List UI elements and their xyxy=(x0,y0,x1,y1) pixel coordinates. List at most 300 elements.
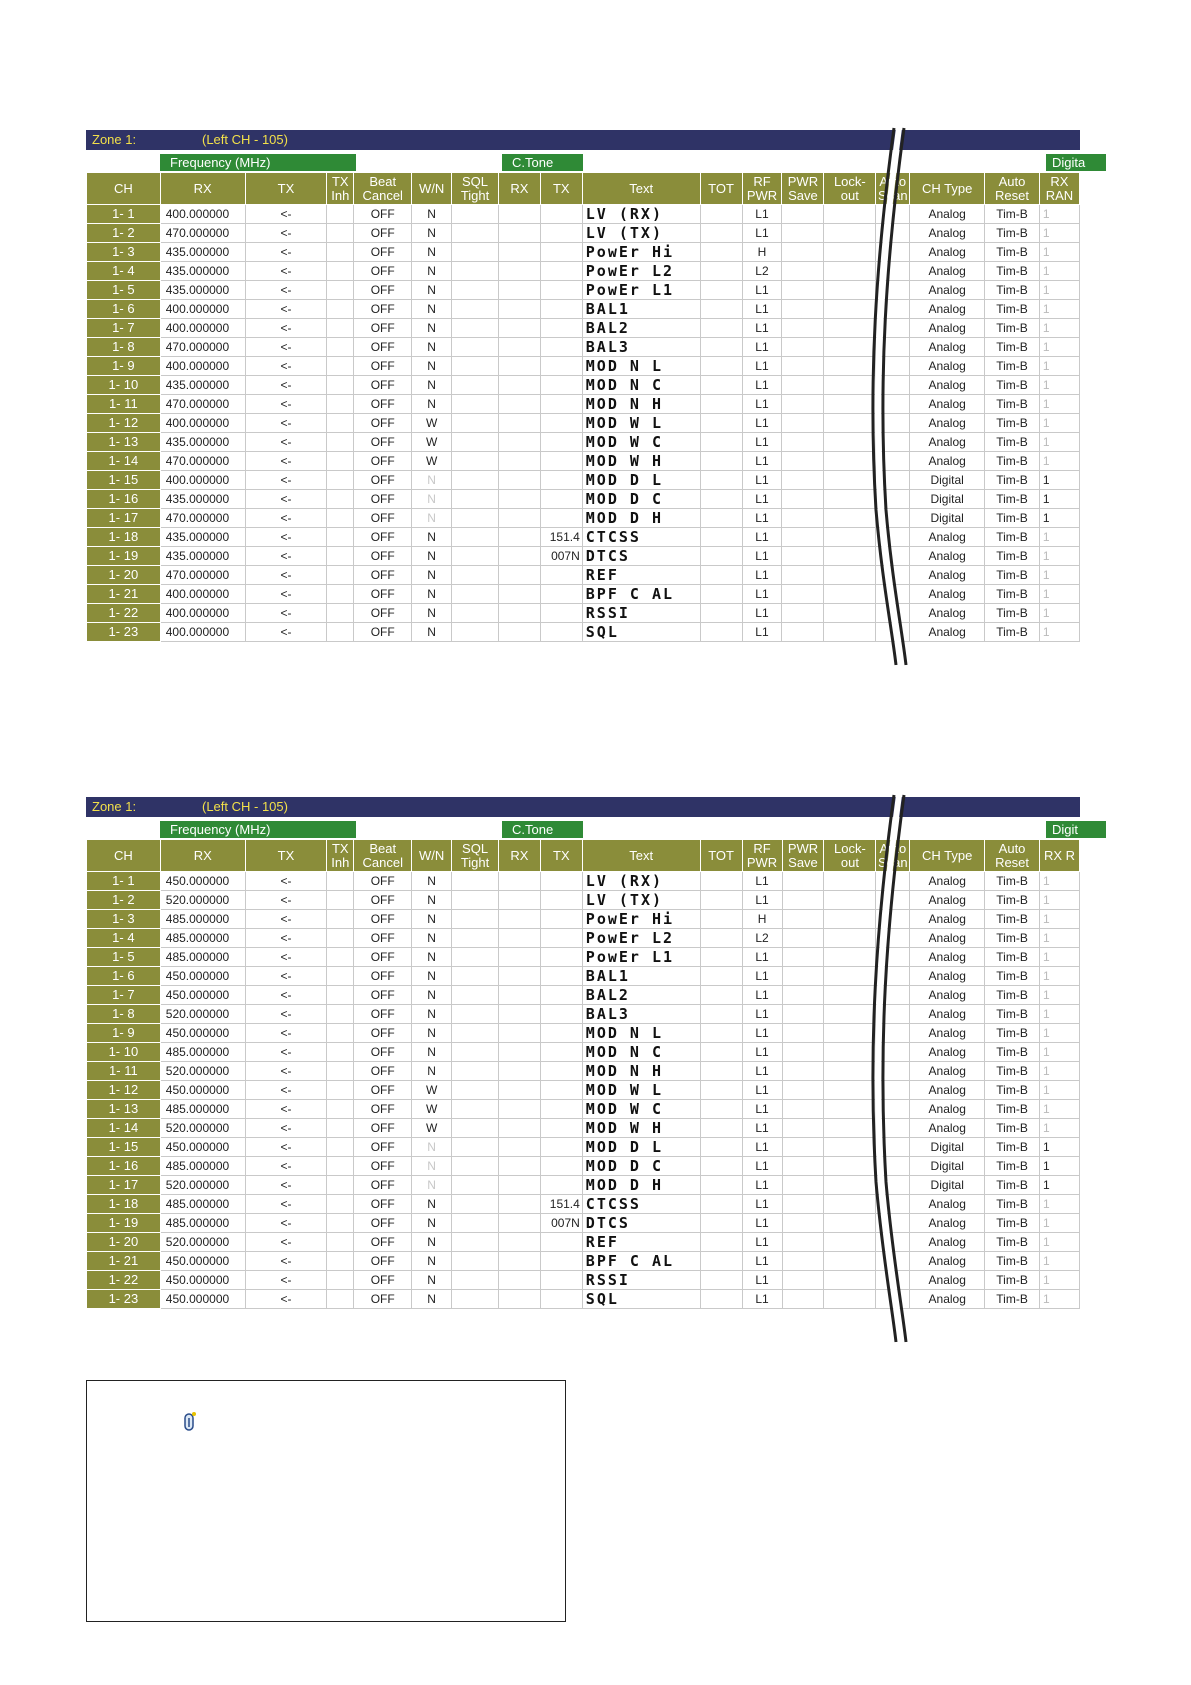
tx-inhibit-cell[interactable] xyxy=(327,452,354,471)
tx-inhibit-cell[interactable] xyxy=(327,948,354,967)
ctone-tx-cell[interactable] xyxy=(540,471,582,490)
rx-ran-cell[interactable]: 1 xyxy=(1040,891,1080,910)
auto-reset-cell[interactable]: Tim-B xyxy=(985,338,1040,357)
ctone-tx-cell[interactable] xyxy=(540,1157,582,1176)
wn-cell[interactable]: N xyxy=(412,1043,452,1062)
auto-reset-cell[interactable]: Tim-B xyxy=(985,891,1040,910)
auto-reset-cell[interactable]: Tim-B xyxy=(985,547,1040,566)
beat-cancel-cell[interactable]: OFF xyxy=(354,1062,412,1081)
rx-ran-cell[interactable]: 1 xyxy=(1039,205,1079,224)
ctone-rx-cell[interactable] xyxy=(498,1271,540,1290)
ctone-rx-cell[interactable] xyxy=(498,452,540,471)
sql-tight-cell[interactable] xyxy=(452,566,499,585)
pwr-save-cell[interactable] xyxy=(782,1290,824,1309)
tx-frequency-cell[interactable]: <- xyxy=(245,1119,327,1138)
ch-type-cell[interactable]: Analog xyxy=(910,547,985,566)
beat-cancel-cell[interactable]: OFF xyxy=(354,585,412,604)
tot-cell[interactable] xyxy=(700,891,742,910)
channel-text-cell[interactable]: SQL xyxy=(582,623,700,642)
ch-type-cell[interactable]: Analog xyxy=(910,1214,985,1233)
rx-ran-cell[interactable]: 1 xyxy=(1039,452,1079,471)
tot-cell[interactable] xyxy=(700,986,742,1005)
pwr-save-cell[interactable] xyxy=(782,243,824,262)
rx-frequency-cell[interactable]: 485.000000 xyxy=(160,910,245,929)
ctone-rx-cell[interactable] xyxy=(498,528,540,547)
pwr-save-cell[interactable] xyxy=(782,528,824,547)
channel-number-cell[interactable]: 1- 5 xyxy=(87,948,161,967)
ctone-rx-cell[interactable] xyxy=(498,891,540,910)
table-row[interactable] xyxy=(87,566,1080,585)
pwr-save-cell[interactable] xyxy=(782,262,824,281)
tot-cell[interactable] xyxy=(700,910,742,929)
ctone-rx-cell[interactable] xyxy=(498,1138,540,1157)
beat-cancel-cell[interactable]: OFF xyxy=(354,547,412,566)
table-row[interactable] xyxy=(87,1005,1080,1024)
channel-text-cell[interactable]: BAL2 xyxy=(582,986,700,1005)
sql-tight-cell[interactable] xyxy=(452,528,499,547)
sql-tight-cell[interactable] xyxy=(452,585,499,604)
sql-tight-cell[interactable] xyxy=(452,414,499,433)
beat-cancel-cell[interactable]: OFF xyxy=(354,1100,412,1119)
ch-type-cell[interactable]: Analog xyxy=(910,338,985,357)
tx-inhibit-cell[interactable] xyxy=(327,967,354,986)
rx-frequency-cell[interactable]: 400.000000 xyxy=(160,585,245,604)
auto-reset-cell[interactable]: Tim-B xyxy=(985,1252,1040,1271)
beat-cancel-cell[interactable]: OFF xyxy=(354,910,412,929)
ctone-tx-cell[interactable] xyxy=(540,300,582,319)
channel-number-cell[interactable]: 1- 14 xyxy=(87,1119,161,1138)
rx-frequency-cell[interactable]: 450.000000 xyxy=(160,1138,245,1157)
sql-tight-cell[interactable] xyxy=(452,376,499,395)
ctone-rx-cell[interactable] xyxy=(498,1100,540,1119)
auto-reset-cell[interactable]: Tim-B xyxy=(985,205,1040,224)
tx-frequency-cell[interactable]: <- xyxy=(245,452,327,471)
ctone-tx-cell[interactable] xyxy=(540,1081,582,1100)
rf-power-cell[interactable]: L1 xyxy=(742,205,782,224)
tx-inhibit-cell[interactable] xyxy=(327,1024,354,1043)
channel-number-cell[interactable]: 1- 6 xyxy=(87,300,161,319)
rx-ran-cell[interactable]: 1 xyxy=(1040,1176,1080,1195)
tx-inhibit-cell[interactable] xyxy=(327,357,354,376)
rx-ran-cell[interactable]: 1 xyxy=(1040,929,1080,948)
pwr-save-cell[interactable] xyxy=(782,967,824,986)
table-row[interactable] xyxy=(87,986,1080,1005)
channel-text-cell[interactable]: RSSI xyxy=(582,604,700,623)
pwr-save-cell[interactable] xyxy=(782,338,824,357)
sql-tight-cell[interactable] xyxy=(452,509,499,528)
wn-cell[interactable]: N xyxy=(412,1062,452,1081)
rf-power-cell[interactable]: L1 xyxy=(742,433,782,452)
ch-type-cell[interactable]: Digital xyxy=(910,1176,985,1195)
channel-number-cell[interactable]: 1- 11 xyxy=(87,1062,161,1081)
wn-cell[interactable]: N xyxy=(412,1176,452,1195)
channel-text-cell[interactable]: MOD N C xyxy=(582,1043,700,1062)
table-row[interactable] xyxy=(87,300,1080,319)
channel-number-cell[interactable]: 1- 16 xyxy=(87,1157,161,1176)
rx-ran-cell[interactable]: 1 xyxy=(1040,872,1080,891)
pwr-save-cell[interactable] xyxy=(782,547,824,566)
ctone-rx-cell[interactable] xyxy=(498,224,540,243)
pwr-save-cell[interactable] xyxy=(782,281,824,300)
wn-cell[interactable]: N xyxy=(412,205,452,224)
ch-type-cell[interactable]: Analog xyxy=(910,604,985,623)
ctone-tx-cell[interactable] xyxy=(540,490,582,509)
channel-text-cell[interactable]: MOD W H xyxy=(582,1119,700,1138)
pwr-save-cell[interactable] xyxy=(782,566,824,585)
sql-tight-cell[interactable] xyxy=(452,929,499,948)
table-row[interactable] xyxy=(87,604,1080,623)
ctone-rx-cell[interactable] xyxy=(498,243,540,262)
ctone-rx-cell[interactable] xyxy=(498,300,540,319)
table-row[interactable] xyxy=(87,471,1080,490)
ctone-rx-cell[interactable] xyxy=(498,967,540,986)
beat-cancel-cell[interactable]: OFF xyxy=(354,604,412,623)
ch-type-cell[interactable]: Analog xyxy=(910,967,985,986)
sql-tight-cell[interactable] xyxy=(452,1195,499,1214)
ctone-rx-cell[interactable] xyxy=(498,433,540,452)
tot-cell[interactable] xyxy=(700,452,742,471)
pwr-save-cell[interactable] xyxy=(782,1138,824,1157)
tx-frequency-cell[interactable]: <- xyxy=(245,1157,327,1176)
ctone-rx-cell[interactable] xyxy=(498,357,540,376)
channel-text-cell[interactable]: MOD D C xyxy=(582,490,700,509)
wn-cell[interactable]: N xyxy=(412,1138,452,1157)
ctone-tx-cell[interactable]: 007N xyxy=(540,547,582,566)
tx-inhibit-cell[interactable] xyxy=(327,1176,354,1195)
ctone-rx-cell[interactable] xyxy=(498,566,540,585)
pwr-save-cell[interactable] xyxy=(782,319,824,338)
auto-reset-cell[interactable]: Tim-B xyxy=(985,1157,1040,1176)
rx-frequency-cell[interactable]: 450.000000 xyxy=(160,1252,245,1271)
tot-cell[interactable] xyxy=(700,872,742,891)
rx-ran-cell[interactable]: 1 xyxy=(1040,1100,1080,1119)
tx-frequency-cell[interactable]: <- xyxy=(245,1176,327,1195)
wn-cell[interactable]: N xyxy=(412,566,452,585)
channel-text-cell[interactable]: MOD N C xyxy=(582,376,700,395)
beat-cancel-cell[interactable]: OFF xyxy=(354,395,412,414)
sql-tight-cell[interactable] xyxy=(452,1233,499,1252)
rx-frequency-cell[interactable]: 470.000000 xyxy=(160,224,245,243)
tx-inhibit-cell[interactable] xyxy=(327,547,354,566)
ch-type-cell[interactable]: Analog xyxy=(910,1119,985,1138)
auto-reset-cell[interactable]: Tim-B xyxy=(985,1024,1040,1043)
auto-reset-cell[interactable]: Tim-B xyxy=(985,1138,1040,1157)
rf-power-cell[interactable]: L1 xyxy=(742,986,782,1005)
ctone-rx-cell[interactable] xyxy=(498,986,540,1005)
ch-type-cell[interactable]: Analog xyxy=(910,891,985,910)
pwr-save-cell[interactable] xyxy=(782,891,824,910)
auto-reset-cell[interactable]: Tim-B xyxy=(985,224,1040,243)
table-row[interactable] xyxy=(87,376,1080,395)
table-row[interactable] xyxy=(87,1176,1080,1195)
wn-cell[interactable]: N xyxy=(412,490,452,509)
ctone-tx-cell[interactable] xyxy=(540,1233,582,1252)
rx-ran-cell[interactable]: 1 xyxy=(1039,509,1079,528)
rf-power-cell[interactable]: L1 xyxy=(742,338,782,357)
rx-ran-cell[interactable]: 1 xyxy=(1040,1252,1080,1271)
ctone-rx-cell[interactable] xyxy=(498,1024,540,1043)
rf-power-cell[interactable]: L1 xyxy=(742,1138,782,1157)
ctone-rx-cell[interactable] xyxy=(498,1043,540,1062)
table-row[interactable] xyxy=(87,281,1080,300)
channel-number-cell[interactable]: 1- 2 xyxy=(87,224,161,243)
tx-inhibit-cell[interactable] xyxy=(327,1214,354,1233)
rx-frequency-cell[interactable]: 520.000000 xyxy=(160,1233,245,1252)
pwr-save-cell[interactable] xyxy=(782,1176,824,1195)
tx-frequency-cell[interactable]: <- xyxy=(245,948,327,967)
sql-tight-cell[interactable] xyxy=(452,1271,499,1290)
auto-reset-cell[interactable]: Tim-B xyxy=(985,528,1040,547)
tx-frequency-cell[interactable]: <- xyxy=(245,1081,327,1100)
wn-cell[interactable]: N xyxy=(412,281,452,300)
rx-frequency-cell[interactable]: 435.000000 xyxy=(160,376,245,395)
channel-number-cell[interactable]: 1- 23 xyxy=(87,623,161,642)
wn-cell[interactable]: N xyxy=(412,262,452,281)
tx-inhibit-cell[interactable] xyxy=(327,338,354,357)
pwr-save-cell[interactable] xyxy=(782,1043,824,1062)
sql-tight-cell[interactable] xyxy=(452,1290,499,1309)
table-row[interactable] xyxy=(87,319,1080,338)
beat-cancel-cell[interactable]: OFF xyxy=(354,338,412,357)
pwr-save-cell[interactable] xyxy=(782,509,824,528)
ctone-rx-cell[interactable] xyxy=(498,948,540,967)
auto-reset-cell[interactable]: Tim-B xyxy=(985,433,1040,452)
rx-frequency-cell[interactable]: 435.000000 xyxy=(160,547,245,566)
rx-ran-cell[interactable]: 1 xyxy=(1040,910,1080,929)
table-row[interactable] xyxy=(87,357,1080,376)
ctone-tx-cell[interactable] xyxy=(540,262,582,281)
table-row[interactable] xyxy=(87,1138,1080,1157)
sql-tight-cell[interactable] xyxy=(452,281,499,300)
ctone-tx-cell[interactable] xyxy=(540,604,582,623)
beat-cancel-cell[interactable]: OFF xyxy=(354,300,412,319)
ctone-tx-cell[interactable] xyxy=(540,1138,582,1157)
ch-type-cell[interactable]: Analog xyxy=(910,1043,985,1062)
channel-text-cell[interactable]: CTCSS xyxy=(582,528,700,547)
wn-cell[interactable]: N xyxy=(412,338,452,357)
rf-power-cell[interactable]: L1 xyxy=(742,1233,782,1252)
tx-frequency-cell[interactable]: <- xyxy=(245,547,327,566)
table-row[interactable] xyxy=(87,452,1080,471)
sql-tight-cell[interactable] xyxy=(452,967,499,986)
channel-text-cell[interactable]: PowEr L1 xyxy=(582,281,700,300)
rx-frequency-cell[interactable]: 450.000000 xyxy=(160,1271,245,1290)
ctone-tx-cell[interactable] xyxy=(540,566,582,585)
beat-cancel-cell[interactable]: OFF xyxy=(354,205,412,224)
table-row[interactable] xyxy=(87,1043,1080,1062)
ch-type-cell[interactable]: Analog xyxy=(910,528,985,547)
rx-ran-cell[interactable]: 1 xyxy=(1039,604,1079,623)
beat-cancel-cell[interactable]: OFF xyxy=(354,1119,412,1138)
tx-inhibit-cell[interactable] xyxy=(327,1100,354,1119)
channel-text-cell[interactable]: MOD D H xyxy=(582,1176,700,1195)
rx-ran-cell[interactable]: 1 xyxy=(1040,1233,1080,1252)
tx-frequency-cell[interactable]: <- xyxy=(245,376,327,395)
table-row[interactable] xyxy=(87,891,1080,910)
channel-number-cell[interactable]: 1- 9 xyxy=(87,357,161,376)
ctone-rx-cell[interactable] xyxy=(498,338,540,357)
beat-cancel-cell[interactable]: OFF xyxy=(354,967,412,986)
ctone-rx-cell[interactable] xyxy=(498,1176,540,1195)
wn-cell[interactable]: N xyxy=(412,1005,452,1024)
pwr-save-cell[interactable] xyxy=(782,585,824,604)
ctone-rx-cell[interactable] xyxy=(498,910,540,929)
rf-power-cell[interactable]: L1 xyxy=(742,490,782,509)
tx-frequency-cell[interactable]: <- xyxy=(245,1062,327,1081)
ch-type-cell[interactable]: Analog xyxy=(910,623,985,642)
tx-inhibit-cell[interactable] xyxy=(327,262,354,281)
ctone-tx-cell[interactable] xyxy=(540,243,582,262)
wn-cell[interactable]: N xyxy=(412,1157,452,1176)
tot-cell[interactable] xyxy=(700,929,742,948)
sql-tight-cell[interactable] xyxy=(452,1138,499,1157)
tx-inhibit-cell[interactable] xyxy=(327,1062,354,1081)
tx-frequency-cell[interactable]: <- xyxy=(245,281,327,300)
beat-cancel-cell[interactable]: OFF xyxy=(354,1290,412,1309)
ctone-rx-cell[interactable] xyxy=(498,205,540,224)
pwr-save-cell[interactable] xyxy=(782,1024,824,1043)
channel-number-cell[interactable]: 1- 10 xyxy=(87,1043,161,1062)
table-row[interactable] xyxy=(87,262,1080,281)
beat-cancel-cell[interactable]: OFF xyxy=(354,376,412,395)
pwr-save-cell[interactable] xyxy=(782,1252,824,1271)
channel-text-cell[interactable]: SQL xyxy=(582,1290,700,1309)
auto-reset-cell[interactable]: Tim-B xyxy=(985,1271,1040,1290)
ctone-tx-cell[interactable] xyxy=(540,509,582,528)
rx-frequency-cell[interactable]: 450.000000 xyxy=(160,967,245,986)
rx-frequency-cell[interactable]: 485.000000 xyxy=(160,1214,245,1233)
wn-cell[interactable]: N xyxy=(412,528,452,547)
channel-text-cell[interactable]: MOD W H xyxy=(582,452,700,471)
rx-frequency-cell[interactable]: 470.000000 xyxy=(160,566,245,585)
wn-cell[interactable]: W xyxy=(412,1119,452,1138)
table-row[interactable] xyxy=(87,1290,1080,1309)
tx-inhibit-cell[interactable] xyxy=(327,1157,354,1176)
beat-cancel-cell[interactable]: OFF xyxy=(354,623,412,642)
channel-text-cell[interactable]: MOD W L xyxy=(582,1081,700,1100)
tx-frequency-cell[interactable]: <- xyxy=(245,357,327,376)
channel-number-cell[interactable]: 1- 17 xyxy=(87,1176,161,1195)
channel-number-cell[interactable]: 1- 15 xyxy=(87,1138,161,1157)
channel-text-cell[interactable]: MOD W C xyxy=(582,433,700,452)
tx-frequency-cell[interactable]: <- xyxy=(245,967,327,986)
rx-ran-cell[interactable]: 1 xyxy=(1039,528,1079,547)
rx-frequency-cell[interactable]: 435.000000 xyxy=(160,281,245,300)
tx-frequency-cell[interactable]: <- xyxy=(245,585,327,604)
channel-text-cell[interactable]: BAL3 xyxy=(582,1005,700,1024)
table-row[interactable] xyxy=(87,1157,1080,1176)
pwr-save-cell[interactable] xyxy=(782,490,824,509)
ch-type-cell[interactable]: Analog xyxy=(910,1252,985,1271)
ctone-tx-cell[interactable] xyxy=(540,433,582,452)
rx-ran-cell[interactable]: 1 xyxy=(1040,1043,1080,1062)
channel-text-cell[interactable]: BAL3 xyxy=(582,338,700,357)
ctone-rx-cell[interactable] xyxy=(498,490,540,509)
auto-reset-cell[interactable]: Tim-B xyxy=(985,585,1040,604)
tot-cell[interactable] xyxy=(700,547,742,566)
ctone-rx-cell[interactable] xyxy=(498,471,540,490)
wn-cell[interactable]: N xyxy=(412,872,452,891)
sql-tight-cell[interactable] xyxy=(452,338,499,357)
ctone-tx-cell[interactable] xyxy=(540,452,582,471)
auto-reset-cell[interactable]: Tim-B xyxy=(985,1062,1040,1081)
wn-cell[interactable]: N xyxy=(412,1252,452,1271)
wn-cell[interactable]: N xyxy=(412,509,452,528)
beat-cancel-cell[interactable]: OFF xyxy=(354,528,412,547)
auto-reset-cell[interactable]: Tim-B xyxy=(985,1233,1040,1252)
pwr-save-cell[interactable] xyxy=(782,872,824,891)
channel-number-cell[interactable]: 1- 22 xyxy=(87,604,161,623)
rx-frequency-cell[interactable]: 520.000000 xyxy=(160,891,245,910)
rx-frequency-cell[interactable]: 435.000000 xyxy=(160,490,245,509)
ch-type-cell[interactable]: Analog xyxy=(910,376,985,395)
ch-type-cell[interactable]: Analog xyxy=(910,243,985,262)
rf-power-cell[interactable]: L1 xyxy=(742,967,782,986)
rx-ran-cell[interactable]: 1 xyxy=(1040,1005,1080,1024)
tot-cell[interactable] xyxy=(700,948,742,967)
sql-tight-cell[interactable] xyxy=(452,1043,499,1062)
pwr-save-cell[interactable] xyxy=(782,205,824,224)
rx-ran-cell[interactable]: 1 xyxy=(1040,1024,1080,1043)
sql-tight-cell[interactable] xyxy=(452,1081,499,1100)
tx-frequency-cell[interactable]: <- xyxy=(245,1005,327,1024)
rx-ran-cell[interactable]: 1 xyxy=(1039,547,1079,566)
beat-cancel-cell[interactable]: OFF xyxy=(354,243,412,262)
rx-ran-cell[interactable]: 1 xyxy=(1039,319,1079,338)
tot-cell[interactable] xyxy=(700,1252,742,1271)
channel-number-cell[interactable]: 1- 8 xyxy=(87,338,161,357)
rx-frequency-cell[interactable]: 435.000000 xyxy=(160,433,245,452)
sql-tight-cell[interactable] xyxy=(452,452,499,471)
tx-frequency-cell[interactable]: <- xyxy=(245,490,327,509)
tot-cell[interactable] xyxy=(700,1119,742,1138)
rx-frequency-cell[interactable]: 400.000000 xyxy=(160,623,245,642)
rx-ran-cell[interactable]: 1 xyxy=(1040,967,1080,986)
channel-text-cell[interactable]: MOD W C xyxy=(582,1100,700,1119)
beat-cancel-cell[interactable]: OFF xyxy=(354,1271,412,1290)
tot-cell[interactable] xyxy=(700,1214,742,1233)
channel-text-cell[interactable]: BPF C AL xyxy=(582,585,700,604)
tx-inhibit-cell[interactable] xyxy=(327,433,354,452)
rx-ran-cell[interactable]: 1 xyxy=(1039,357,1079,376)
sql-tight-cell[interactable] xyxy=(452,547,499,566)
wn-cell[interactable]: N xyxy=(412,376,452,395)
ch-type-cell[interactable]: Analog xyxy=(910,566,985,585)
tx-inhibit-cell[interactable] xyxy=(327,395,354,414)
beat-cancel-cell[interactable]: OFF xyxy=(354,986,412,1005)
table-row[interactable] xyxy=(87,1214,1080,1233)
beat-cancel-cell[interactable]: OFF xyxy=(354,490,412,509)
channel-number-cell[interactable]: 1- 6 xyxy=(87,967,161,986)
channel-text-cell[interactable]: MOD D H xyxy=(582,509,700,528)
rf-power-cell[interactable]: L1 xyxy=(742,452,782,471)
beat-cancel-cell[interactable]: OFF xyxy=(354,281,412,300)
ch-type-cell[interactable]: Analog xyxy=(910,1005,985,1024)
auto-reset-cell[interactable]: Tim-B xyxy=(985,910,1040,929)
rx-frequency-cell[interactable]: 450.000000 xyxy=(160,1081,245,1100)
pwr-save-cell[interactable] xyxy=(782,910,824,929)
rf-power-cell[interactable]: L1 xyxy=(742,281,782,300)
ctone-tx-cell[interactable] xyxy=(540,929,582,948)
ch-type-cell[interactable]: Digital xyxy=(910,471,985,490)
tot-cell[interactable] xyxy=(700,623,742,642)
ctone-rx-cell[interactable] xyxy=(498,1233,540,1252)
rf-power-cell[interactable]: L1 xyxy=(742,1176,782,1195)
wn-cell[interactable]: W xyxy=(412,1081,452,1100)
table-row[interactable] xyxy=(87,243,1080,262)
ctone-rx-cell[interactable] xyxy=(498,1290,540,1309)
tot-cell[interactable] xyxy=(700,1062,742,1081)
